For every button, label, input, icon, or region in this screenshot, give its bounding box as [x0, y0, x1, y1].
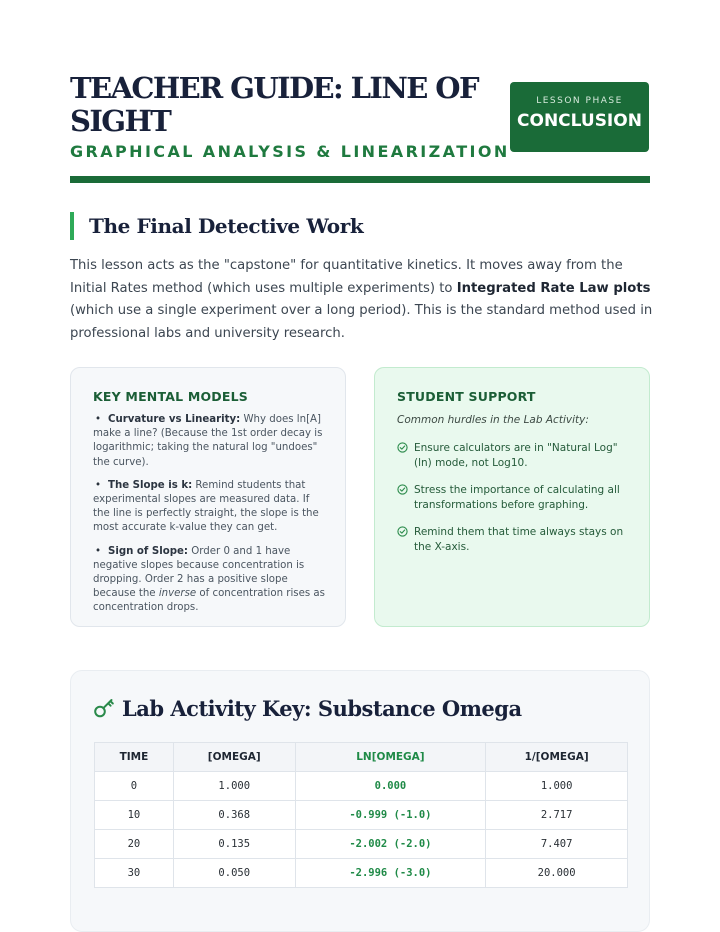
- table-cell: 0: [95, 772, 174, 801]
- table-cell: 7.407: [486, 830, 628, 859]
- mental-model-emphasis: inverse: [158, 588, 197, 600]
- mental-model-text: of concentration rises as concentration drops.: [93, 588, 325, 614]
- header-divider: [70, 176, 650, 183]
- student-support-card: [374, 367, 650, 627]
- table-cell: -2.996 (-3.0): [295, 859, 486, 888]
- table-cell: 20: [95, 830, 174, 859]
- table-cell: 10: [95, 801, 174, 830]
- list-item: [93, 545, 327, 616]
- mental-models-title: KEY MENTAL MODELS: [93, 389, 248, 404]
- table-row: [95, 830, 628, 859]
- section-heading: The Final Detective Work: [70, 212, 363, 240]
- lab-activity-title: Lab Activity Key: Substance Omega: [122, 695, 522, 721]
- intro-text-1: This lesson acts as the "capstone" for quantitative kinetics. It moves away from the Initial Rates method (which uses multiple experiments) to: [70, 258, 623, 296]
- column-header-ln: LN[OMEGA]: [295, 743, 486, 772]
- intro-emphasis: Integrated Rate Law plots: [456, 280, 651, 296]
- student-support-list: [397, 441, 637, 567]
- table-cell: -2.002 (-2.0): [295, 830, 486, 859]
- table-cell: 0.135: [173, 830, 295, 859]
- lesson-phase-value: CONCLUSION: [517, 111, 642, 131]
- mental-model-term: The Slope is k:: [108, 479, 193, 491]
- table-row: [95, 801, 628, 830]
- table-cell: 0.000: [295, 772, 486, 801]
- check-circle-icon: [397, 526, 408, 537]
- table-cell: 0.368: [173, 801, 295, 830]
- table-cell: 20.000: [486, 859, 628, 888]
- table-row: [95, 772, 628, 801]
- check-circle-icon: [397, 484, 408, 495]
- support-text: Remind them that time always stays on the X-axis.: [414, 526, 624, 553]
- table-cell: 1.000: [486, 772, 628, 801]
- lesson-phase-label: LESSON PHASE: [536, 96, 623, 106]
- page-title: TEACHER GUIDE: LINE OF SIGHT: [70, 71, 478, 138]
- column-header-inverse: 1/[OMEGA]: [486, 743, 628, 772]
- lab-activity-heading: [93, 693, 522, 723]
- list-item: [93, 479, 327, 536]
- table-row: [95, 859, 628, 888]
- mental-model-text: Why does ln[A] make a line? (Because the 1st order decay is logarithmic; taking the natural log "undoes" the curve).: [93, 414, 323, 468]
- mental-model-text: Remind students that experimental slopes are measured data. If the line is perfectly straight, the slope is the most accurate k-value they can get.: [93, 479, 319, 534]
- check-circle-icon: [397, 442, 408, 453]
- intro-paragraph: [70, 255, 655, 345]
- page-subtitle: GRAPHICAL ANALYSIS & LINEARIZATION: [70, 142, 510, 161]
- intro-text-2: (which use a single experiment over a long period). This is the standard method used in professional labs and university research.: [70, 303, 653, 341]
- list-item: [397, 483, 637, 512]
- table-cell: 1.000: [173, 772, 295, 801]
- table-cell: 30: [95, 859, 174, 888]
- data-table: [94, 742, 628, 888]
- table-header-row: [95, 743, 628, 772]
- column-header-concentration: [OMEGA]: [173, 743, 295, 772]
- mental-model-text: Order 0 and 1 have negative slopes because concentration is dropping. Order 2 has a positive slope because the: [93, 545, 305, 600]
- table-cell: -0.999 (-1.0): [295, 801, 486, 830]
- key-icon: [93, 697, 115, 719]
- mental-models-card: [70, 367, 346, 627]
- student-support-title: STUDENT SUPPORT: [397, 389, 536, 404]
- table-cell: 0.050: [173, 859, 295, 888]
- list-item: [93, 413, 327, 470]
- table-cell: 2.717: [486, 801, 628, 830]
- list-item: [397, 525, 637, 554]
- support-text: Stress the importance of calculating all transformations before graphing.: [414, 484, 620, 511]
- mental-models-list: [93, 413, 327, 625]
- support-text: Ensure calculators are in "Natural Log" (ln) mode, not Log10.: [414, 442, 618, 469]
- bullet-icon: •: [95, 479, 102, 491]
- mental-model-term: Curvature vs Linearity:: [108, 414, 241, 425]
- column-header-time: TIME: [95, 743, 174, 772]
- bullet-icon: •: [95, 414, 102, 425]
- lesson-phase-badge: [510, 82, 649, 152]
- mental-model-term: Sign of Slope:: [108, 545, 189, 557]
- bullet-icon: •: [95, 545, 102, 557]
- student-support-note: Common hurdles in the Lab Activity:: [397, 414, 589, 426]
- lab-activity-panel: [70, 670, 650, 932]
- list-item: [397, 441, 637, 470]
